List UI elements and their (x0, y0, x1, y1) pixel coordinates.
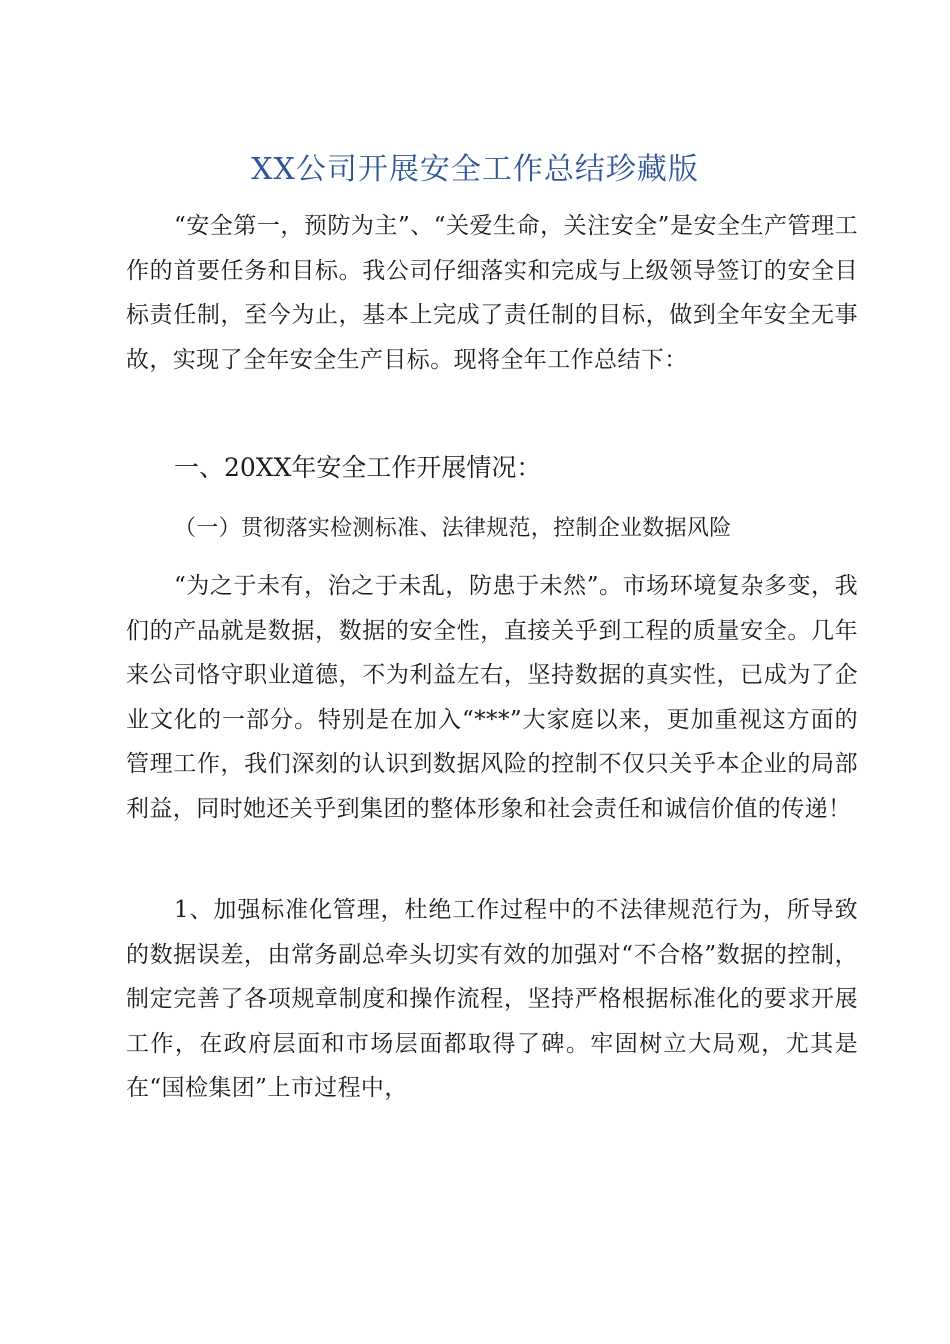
body-paragraph: 1、加强标准化管理，杜绝工作过程中的不法律规范行为，所导致的数据误差，由常务副总牵头切实有效的加强对“不合格”数据的控制，制定完善了各项规章制度和操作流程，坚持严格根据标准化的要求开展工作，在政府层面和市场层面都取得了碑。牢固树立大局观，尤其是在“国检集团”上市过程中， (126, 897, 858, 1101)
section-heading: 一、20XX年安全工作开展情况： (174, 453, 542, 482)
body-paragraph: “为之于未有，治之于未乱，防患于未然”。市场环境复杂多变，我们的产品就是数据，数据的安全性，直接关乎到工程的质量安全。几年来公司恪守职业道德，不为利益左右，坚持数据的真实性，已成为了企业文化的一部分。特别是在加入“***”大家庭以来，更加重视这方面的管理工作，我们深刻的认识到数据风险的控制不仅只关乎本企业的局部利益，同时她还关乎到集团的整体形象和社会责任和诚信价值的传递！ (126, 573, 858, 822)
document-title: XX公司开展安全工作总结珍藏版 (251, 152, 699, 187)
subsection-heading: （一）贯彻落实检测标准、法律规范，控制企业数据风险 (174, 516, 732, 541)
intro-paragraph: “安全第一，预防为主”、“关爱生命，关注安全”是安全生产管理工作的首要任务和目标。我公司仔细落实和完成与上级领导签订的安全目标责任制，至今为止，基本上完成了责任制的目标，做到全年安全无事故，实现了全年安全生产目标。现将全年工作总结下： (126, 213, 858, 373)
